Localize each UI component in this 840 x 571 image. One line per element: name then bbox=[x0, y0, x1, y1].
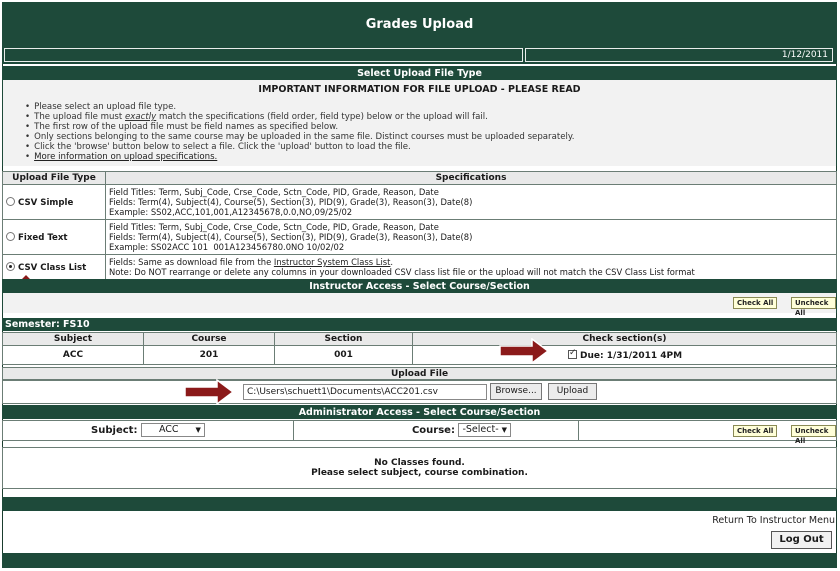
instructor-check-row bbox=[2, 293, 837, 317]
spec-csv-simple: Field Titles: Term, Subj_Code, Crse_Code, Sctn_Code, PID, Grade, Reason, Date Fields: Term(4), Subject(4), Course(5), Section(3), PID(9), Grade(3), Reason(3), Date(8) Example: SS02,ACC,101,001,A12345678,0.0,NO,09/25/02 bbox=[106, 185, 837, 220]
radio-csv-simple[interactable]: CSV Simple bbox=[3, 185, 106, 220]
spec-row-csv-class-list bbox=[3, 255, 837, 280]
upload-button[interactable]: Upload bbox=[548, 383, 597, 400]
admin-subject-cell bbox=[3, 421, 294, 440]
semester-label: Semester: FS10 bbox=[2, 318, 837, 331]
upload-info-panel bbox=[2, 80, 837, 166]
col-subject: Subject bbox=[3, 333, 144, 346]
spec-csv-class-list: Fields: Same as download file from the Instructor System Class List. Note: Do NOT rearrange or delete any columns in your downloaded CSV class list file or the upload will not match the CSV Class List format bbox=[106, 255, 837, 280]
subject-label: Subject: bbox=[91, 425, 138, 436]
info-bullet bbox=[25, 152, 836, 162]
admin-check-all-button[interactable]: Check All bbox=[733, 425, 777, 437]
chevron-down-icon: ▼ bbox=[195, 426, 201, 434]
upload-type-header: Select Upload File Type bbox=[2, 66, 837, 80]
admin-access-header: Administrator Access - Select Course/Section bbox=[2, 405, 837, 419]
col-section: Section bbox=[275, 333, 413, 346]
date-bar-left bbox=[4, 48, 523, 62]
radio-fixed-text[interactable]: Fixed Text bbox=[3, 220, 106, 255]
info-bullet: • Please select an upload file type. bbox=[25, 102, 836, 112]
info-bullets bbox=[25, 102, 836, 162]
spec-fixed-text: Field Titles: Term, Subj_Code, Crse_Code, Sctn_Code, PID, Grade, Reason, Date Fields: Term(4), Subject(4), Course(5), Section(3), PID(9), Grade(3), Reason(3), Date(8) Example: SS02ACC 101 001A123456780.0NO 10/02/02 bbox=[106, 220, 837, 255]
cell-section: 001 bbox=[275, 346, 413, 365]
spec-header-row bbox=[3, 172, 837, 185]
cell-course: 201 bbox=[144, 346, 275, 365]
logout-button[interactable]: Log Out bbox=[771, 531, 832, 549]
info-bullet: • The upload file must exactly match the specifications (field order, field type) below or the upload will fail. bbox=[25, 112, 836, 122]
more-info-link[interactable]: More information on upload specifications. bbox=[34, 152, 218, 162]
admin-course-cell bbox=[295, 421, 579, 440]
upload-file-row bbox=[2, 380, 837, 404]
course-label: Course: bbox=[411, 425, 455, 436]
admin-select-row bbox=[2, 420, 837, 445]
spec-row-csv-simple bbox=[3, 185, 837, 220]
section-checkbox[interactable] bbox=[568, 350, 577, 359]
col-upload-file-type: Upload File Type bbox=[3, 172, 106, 185]
radio-icon[interactable] bbox=[6, 232, 15, 241]
upload-file-header: Upload File bbox=[2, 367, 837, 380]
file-path-input[interactable]: C:\Users\schuett1\Documents\ACC201.csv bbox=[243, 384, 487, 400]
info-bullet: • The first row of the upload file must be field names as specified below. bbox=[25, 122, 836, 132]
info-bullet: • Click the 'browse' button below to select a file. Click the 'upload' button to load the file. bbox=[25, 142, 836, 152]
current-date: 1/12/2011 bbox=[525, 48, 833, 62]
footer-bar bbox=[2, 553, 837, 568]
browse-button[interactable]: Browse... bbox=[490, 383, 542, 400]
no-classes-message: No Classes found. Please select subject, course combination. bbox=[2, 447, 837, 489]
course-header-row bbox=[3, 333, 837, 346]
right-arrow-icon bbox=[498, 338, 550, 364]
col-check-sections: Check section(s) bbox=[413, 333, 837, 346]
emphasis-exactly: exactly bbox=[125, 112, 157, 122]
uncheck-all-button[interactable]: Uncheck All bbox=[791, 297, 836, 309]
right-arrow-icon bbox=[183, 379, 235, 405]
radio-csv-class-list[interactable]: CSV Class List bbox=[3, 255, 106, 280]
subject-select[interactable]: ACC ▼ bbox=[141, 423, 205, 437]
radio-icon[interactable] bbox=[6, 197, 15, 206]
due-date: Due: 1/31/2011 4PM bbox=[580, 350, 683, 361]
cell-subject: ACC bbox=[3, 346, 144, 365]
check-all-button[interactable]: Check All bbox=[733, 297, 777, 309]
date-bar bbox=[2, 46, 837, 64]
radio-selected-icon[interactable] bbox=[6, 262, 15, 271]
cell-check-section bbox=[413, 346, 837, 365]
course-table bbox=[2, 332, 837, 365]
instructor-access-header: Instructor Access - Select Course/Section bbox=[2, 279, 837, 293]
instructor-class-list-link[interactable]: Instructor System Class List bbox=[273, 257, 391, 267]
spec-row-fixed-text bbox=[3, 220, 837, 255]
upload-type-table bbox=[2, 171, 837, 280]
admin-uncheck-all-button[interactable]: Uncheck All bbox=[791, 425, 836, 437]
course-select[interactable]: -Select- ▼ bbox=[458, 423, 511, 437]
table-row bbox=[3, 346, 837, 365]
info-title: IMPORTANT INFORMATION FOR FILE UPLOAD - PLEASE READ bbox=[258, 84, 581, 95]
chevron-down-icon: ▼ bbox=[501, 426, 508, 434]
info-bullet: • Only sections belonging to the same course may be uploaded in the same file. Distinct courses must be uploaded separately. bbox=[25, 132, 836, 142]
col-course: Course bbox=[144, 333, 275, 346]
col-specifications: Specifications bbox=[106, 172, 837, 185]
return-to-instructor-menu-link[interactable]: Return To Instructor Menu bbox=[712, 515, 835, 526]
footer-divider bbox=[2, 497, 837, 511]
page-title: Grades Upload bbox=[2, 2, 837, 46]
